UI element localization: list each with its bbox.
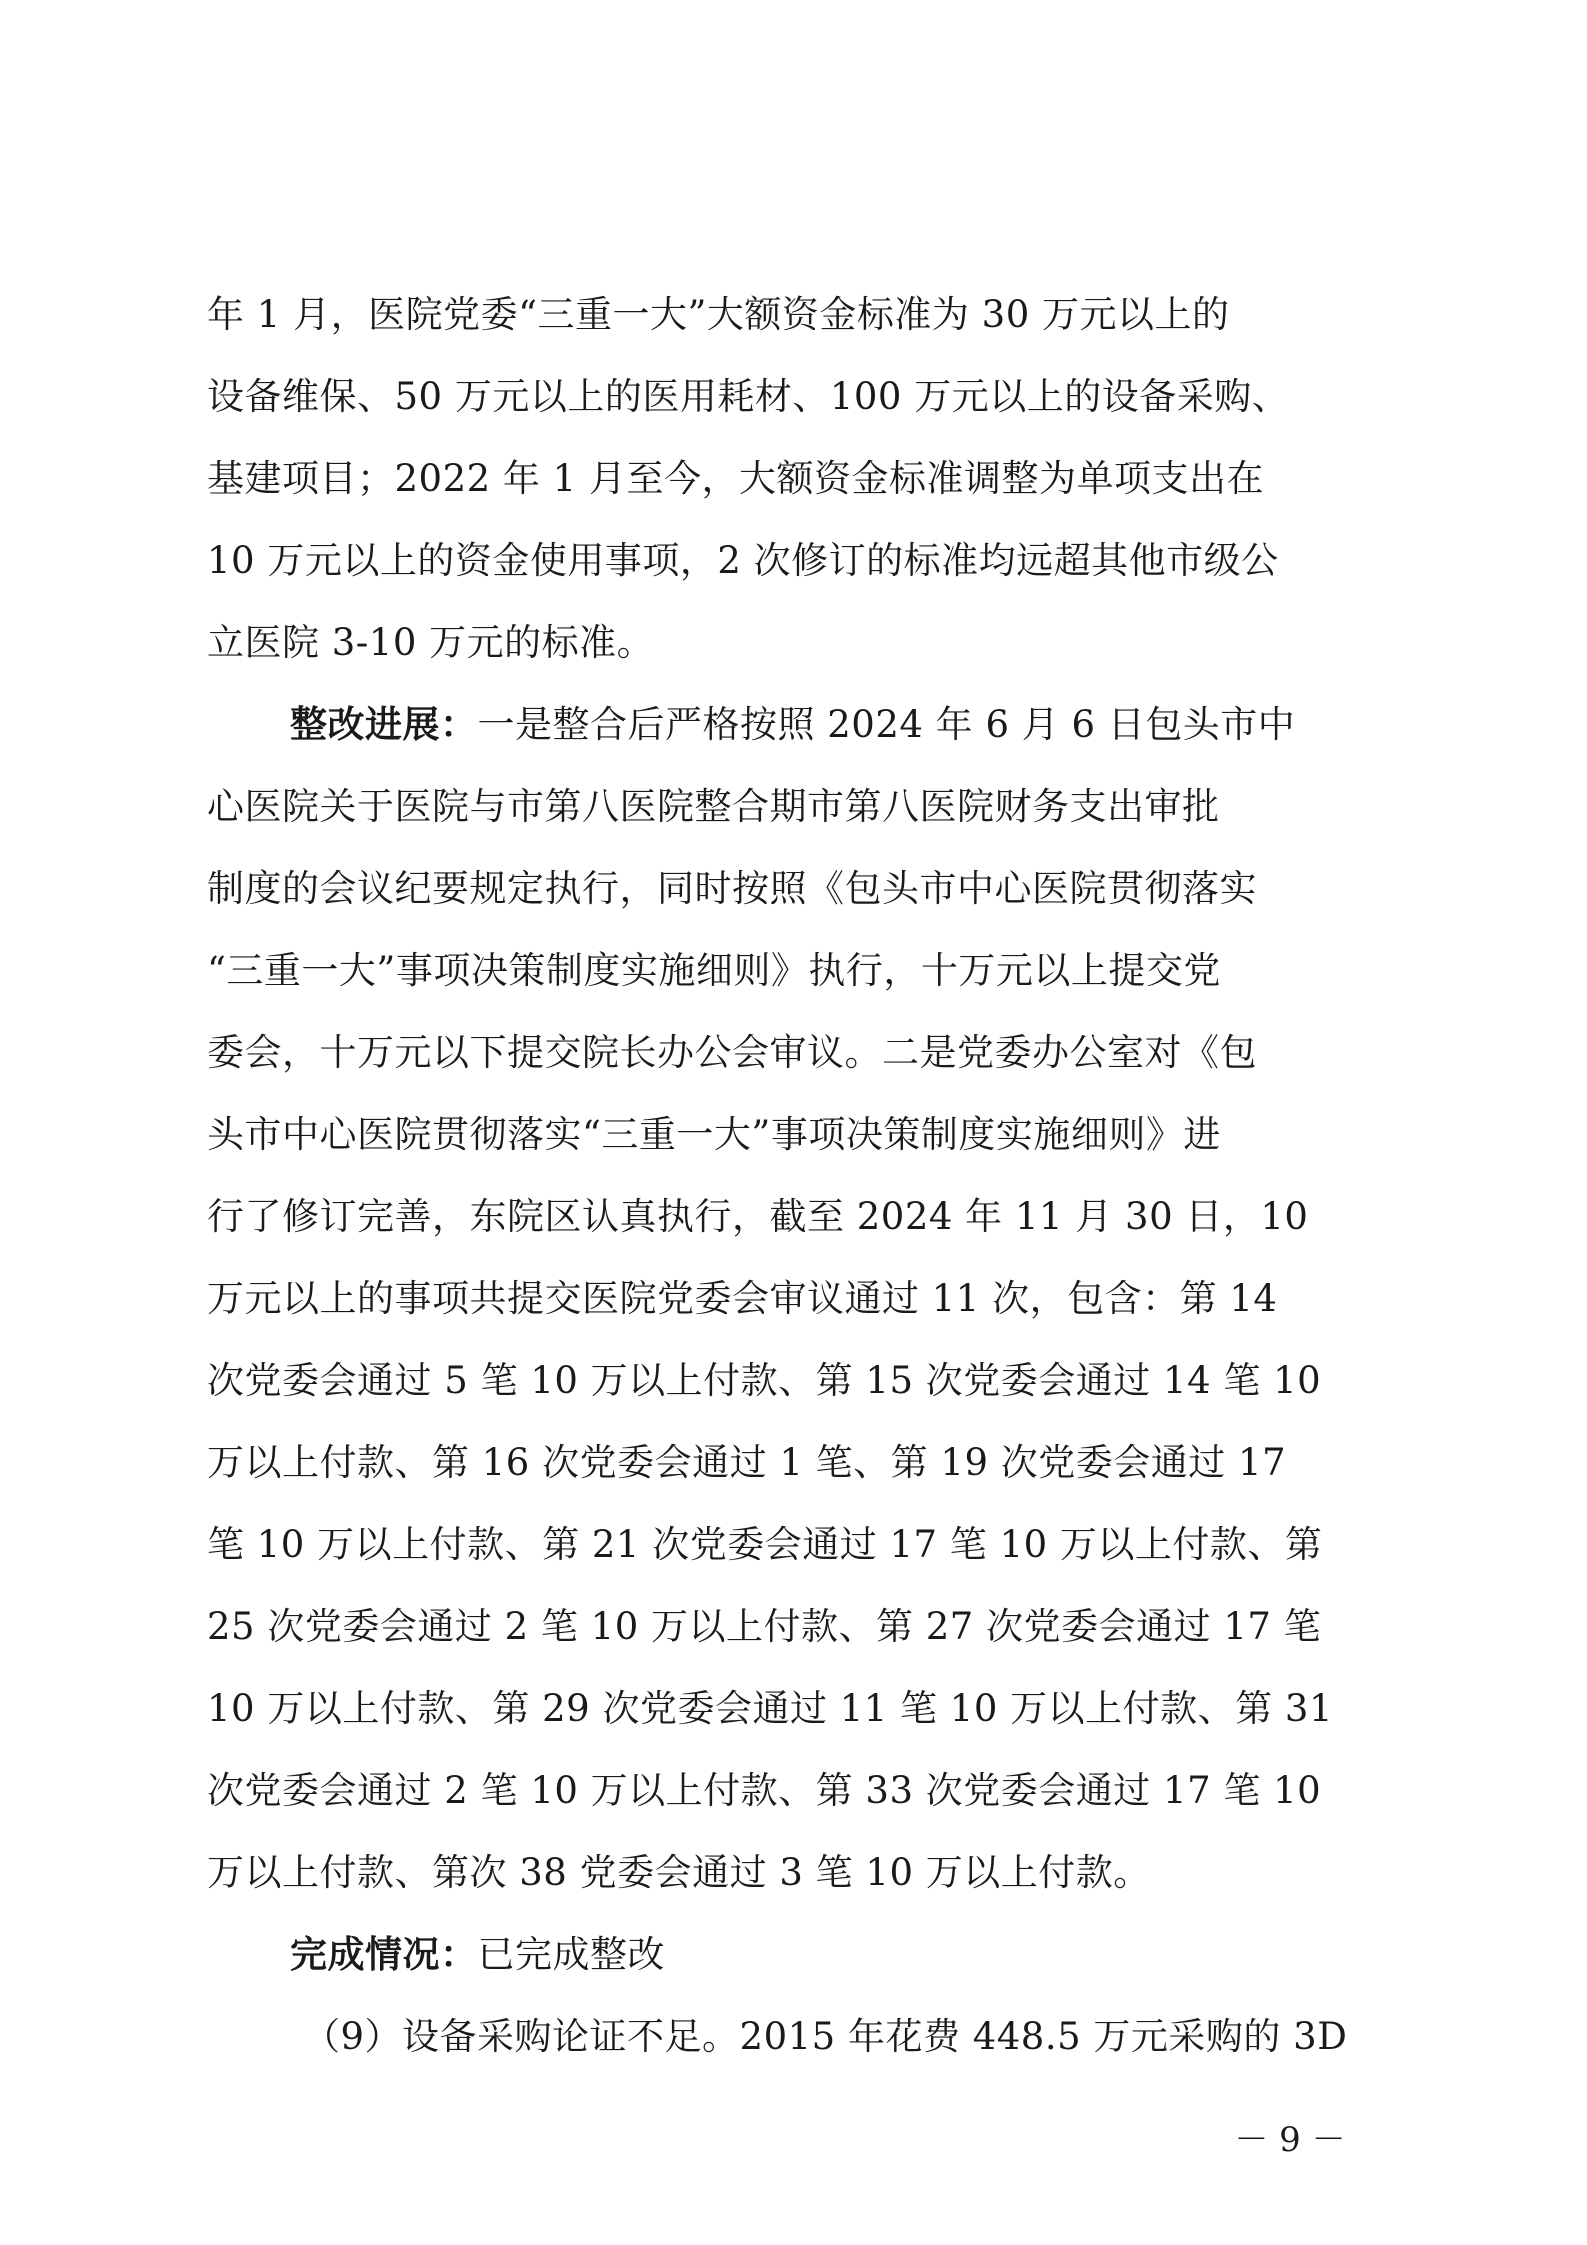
body-line-20: 万以上付款、第次 38 党委会通过 3 笔 10 万以上付款。 [207,1851,1151,1894]
body-line-13: 万元以上的事项共提交医院党委会审议通过 11 次，包含：第 14 [207,1277,1278,1320]
body-line-3: 基建项目；2022 年 1 月至今，大额资金标准调整为单项支出在 [207,457,1264,500]
completion-status-line [290,1915,1387,1995]
body-line-5: 立医院 3-10 万元的标准。 [207,621,655,664]
body-line-10: 委会，十万元以下提交院长办公会审议。二是党委办公室对《包 [207,1031,1257,1074]
completion-status-text: 已完成整改 [477,1933,665,1976]
completion-status-label: 完成情况： [290,1933,478,1976]
body-line-18: 10 万以上付款、第 29 次党委会通过 11 笔 10 万以上付款、第 31 [207,1687,1333,1730]
body-line-19: 次党委会通过 2 笔 10 万以上付款、第 33 次党委会通过 17 笔 10 [207,1769,1322,1812]
body-line-12: 行了修订完善，东院区认真执行，截至 2024 年 11 月 30 日，10 [207,1195,1309,1238]
body-line-4: 10 万元以上的资金使用事项，2 次修订的标准均远超其他市级公 [207,539,1279,582]
body-line-17: 25 次党委会通过 2 笔 10 万以上付款、第 27 次党委会通过 17 笔 [207,1605,1322,1648]
page-number: － 9 － [1234,2120,1346,2160]
body-line-11: 头市中心医院贯彻落实“三重一大”事项决策制度实施细则》进 [207,1113,1221,1156]
body-line-15: 万以上付款、第 16 次党委会通过 1 笔、第 19 次党委会通过 17 [207,1441,1287,1484]
rectification-progress-line [290,685,1387,765]
body-line-8: 制度的会议纪要规定执行，同时按照《包头市中心医院贯彻落实 [207,867,1257,910]
body-line-9: “三重一大”事项决策制度实施细则》执行，十万元以上提交党 [207,949,1221,992]
rectification-progress-label: 整改进展： [290,703,478,746]
item-9-heading-line: （9）设备采购论证不足。2015 年花费 448.5 万元采购的 3D [303,2015,1348,2058]
body-line-1: 年 1 月，医院党委“三重一大”大额资金标准为 30 万元以上的 [207,293,1230,336]
body-line-2: 设备维保、50 万元以上的医用耗材、100 万元以上的设备采购、 [207,375,1290,418]
body-line-16: 笔 10 万以上付款、第 21 次党委会通过 17 笔 10 万以上付款、第 [207,1523,1323,1566]
rectification-progress-text: 一是整合后严格按照 2024 年 6 月 6 日包头市中 [477,703,1296,746]
body-line-14: 次党委会通过 5 笔 10 万以上付款、第 15 次党委会通过 14 笔 10 [207,1359,1322,1402]
body-line-7: 心医院关于医院与市第八医院整合期市第八医院财务支出审批 [207,785,1220,828]
